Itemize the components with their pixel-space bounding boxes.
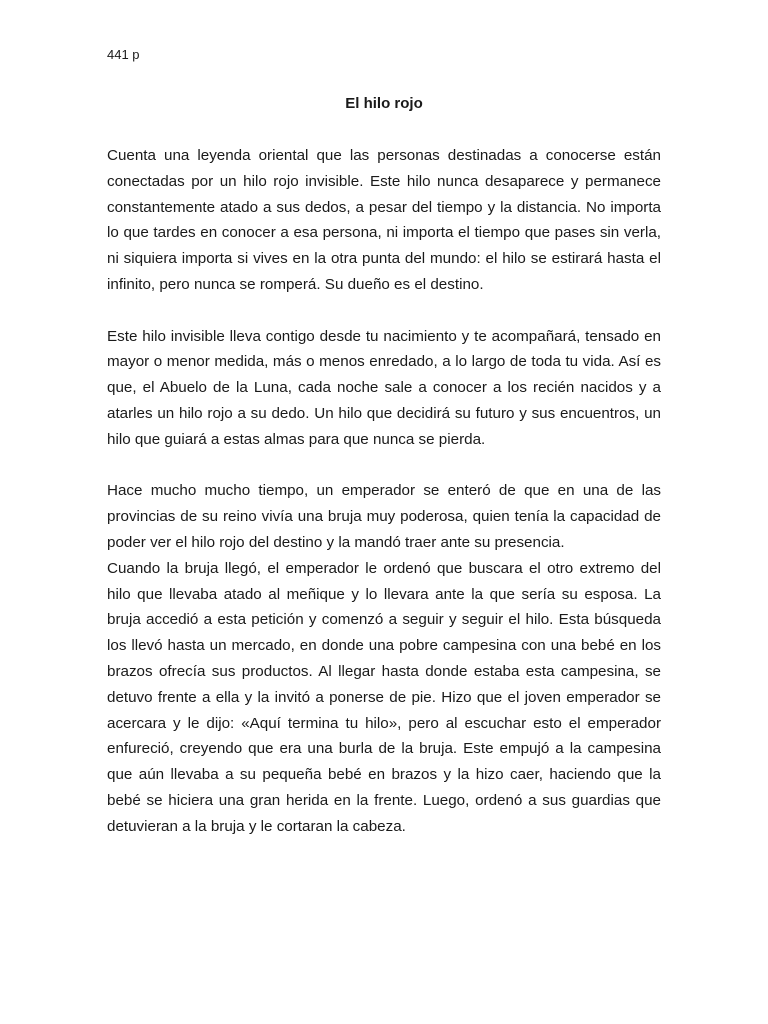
- document-title: El hilo rojo: [345, 95, 423, 112]
- paragraph-4: Cuando la bruja llegó, el emperador le ordenó que buscara el otro extremo del hilo que llevaba atado al meñique y lo llevara ante la que sería su esposa. La bruja accedió a esta petición y comenzó a seguir y seguir el hilo. Esta búsqueda los llevó hasta un mercado, en donde una pobre campesina con una bebé en los brazos ofrecía sus productos. Al llegar hasta donde estaba esta campesina, se detuvo frente a ella y la invitó a ponerse de pie. Hizo que el joven emperador se acercara y le dijo: «Aquí termina tu hilo», pero al escuchar esto el emperador enfureció, creyendo que era una burla de la bruja. Este empujó a la campesina que aún llevaba a su pequeña bebé en brazos y la hizo caer, haciendo que la bebé se hiciera una gran herida en la frente. Luego, ordenó a sus guardias que detuvieran a la bruja y le cortaran la cabeza.: [107, 559, 661, 835]
- page-count: 441 p: [107, 47, 140, 62]
- document-body: [107, 143, 661, 840]
- paragraph-1: Cuenta una leyenda oriental que las personas destinadas a conocerse están conectadas por un hilo rojo invisible. Este hilo nunca desaparece y permanece constantemente atado a sus dedos, a pesar del tiempo y la distancia. No importa lo que tardes en conocer a esa persona, ni importa el tiempo que pases sin verla, ni siquiera importa si vives en la otra punta del mundo: el hilo se estirará hasta el infinito, pero nunca se romperá. Su dueño es el destino.: [107, 147, 661, 293]
- paragraph-2: Este hilo invisible lleva contigo desde tu nacimiento y te acompañará, tensado en mayor o menor medida, más o menos enredado, a lo largo de toda tu vida. Así es que, el Abuelo de la Luna, cada noche sale a conocer a los recién nacidos y a atarles un hilo rojo a su dedo. Un hilo que decidirá su futuro y sus encuentros, un hilo que guiará a estas almas para que nunca se pierda.: [107, 327, 661, 448]
- paragraph-3: Hace mucho mucho tiempo, un emperador se enteró de que en una de las provincias de su reino vivía una bruja muy poderosa, quien tenía la capacidad de poder ver el hilo rojo del destino y la mandó traer ante su presencia.: [107, 482, 661, 551]
